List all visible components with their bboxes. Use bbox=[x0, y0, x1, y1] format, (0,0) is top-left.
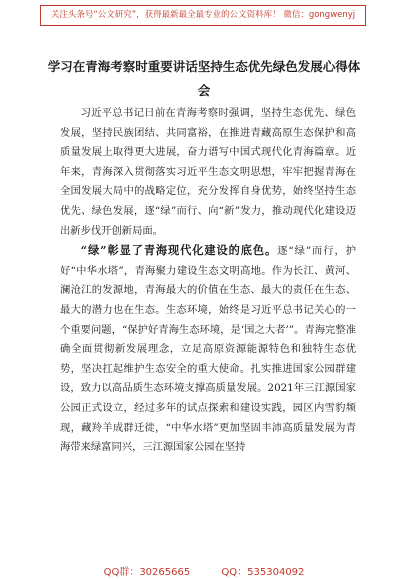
footer-qq-group: QQ群：30265665 bbox=[103, 567, 191, 578]
paragraph-intro: 习近平总书记日前在青海考察时强调，坚持生态优先、绿色发展，坚持民族团结、共同富裕，在推进青藏高原生态保护和高质量发展上取得更大进展，奋力谱写中国式现代化青海篇章。近年来，青海深入贯彻落实习近平生态文明思想，牢牢把握青海在全国发展大局中的战略定位，充分发挥自身优势，始终坚持生态优先、绿色发展，逐“绿”而行、向“新”发力，推动现代化建设迈出新步伐开创新局面。 bbox=[60, 107, 356, 237]
document-title: 学习在青海考察时重要讲话坚持生态优先绿色发展心得体 bbox=[47, 59, 361, 74]
document-body bbox=[60, 104, 356, 458]
footer-contact bbox=[0, 563, 408, 578]
paragraph-green bbox=[60, 241, 356, 458]
footer-qq: QQ：535304092 bbox=[221, 567, 305, 578]
document-title-continued: 会 bbox=[197, 83, 211, 98]
header-banner: 关注头条号“公文研究”，获得最新最全最专业的公文资料库！ 微信：gongwenyj bbox=[40, 5, 366, 26]
paragraph-green-text: 逐“绿”而行，护好“中华水塔”，青海聚力建设生态文明高地。作为长江、黄河、澜沧江的发源地，青海最大的价值在生态、最大的责任在生态、最大的潜力也在生态。生态环境，始终是习近平总书记关心的一个重要问题，“保护好青海生态环境，是‘国之大者’”。青海完整准确全面贯彻新发展理念，立足高原资源能源特色和独特生态优势，坚决扛起维护生态安全的重大使命。扎实推进国家公园群建设，致力以高品质生态环境支撑高质量发展。2021年三江源国家公园正式设立，经过多年的试点探索和建设实践，园区内雪豹频现，藏羚羊成群迁徙，“中华水塔”更加坚固丰沛高质量发展为青海带来绿富同兴，三江源国家公园在坚持 bbox=[60, 245, 357, 454]
paragraph-lead-heading: “绿”彰显了青海现代化建设的底色。 bbox=[80, 243, 278, 258]
